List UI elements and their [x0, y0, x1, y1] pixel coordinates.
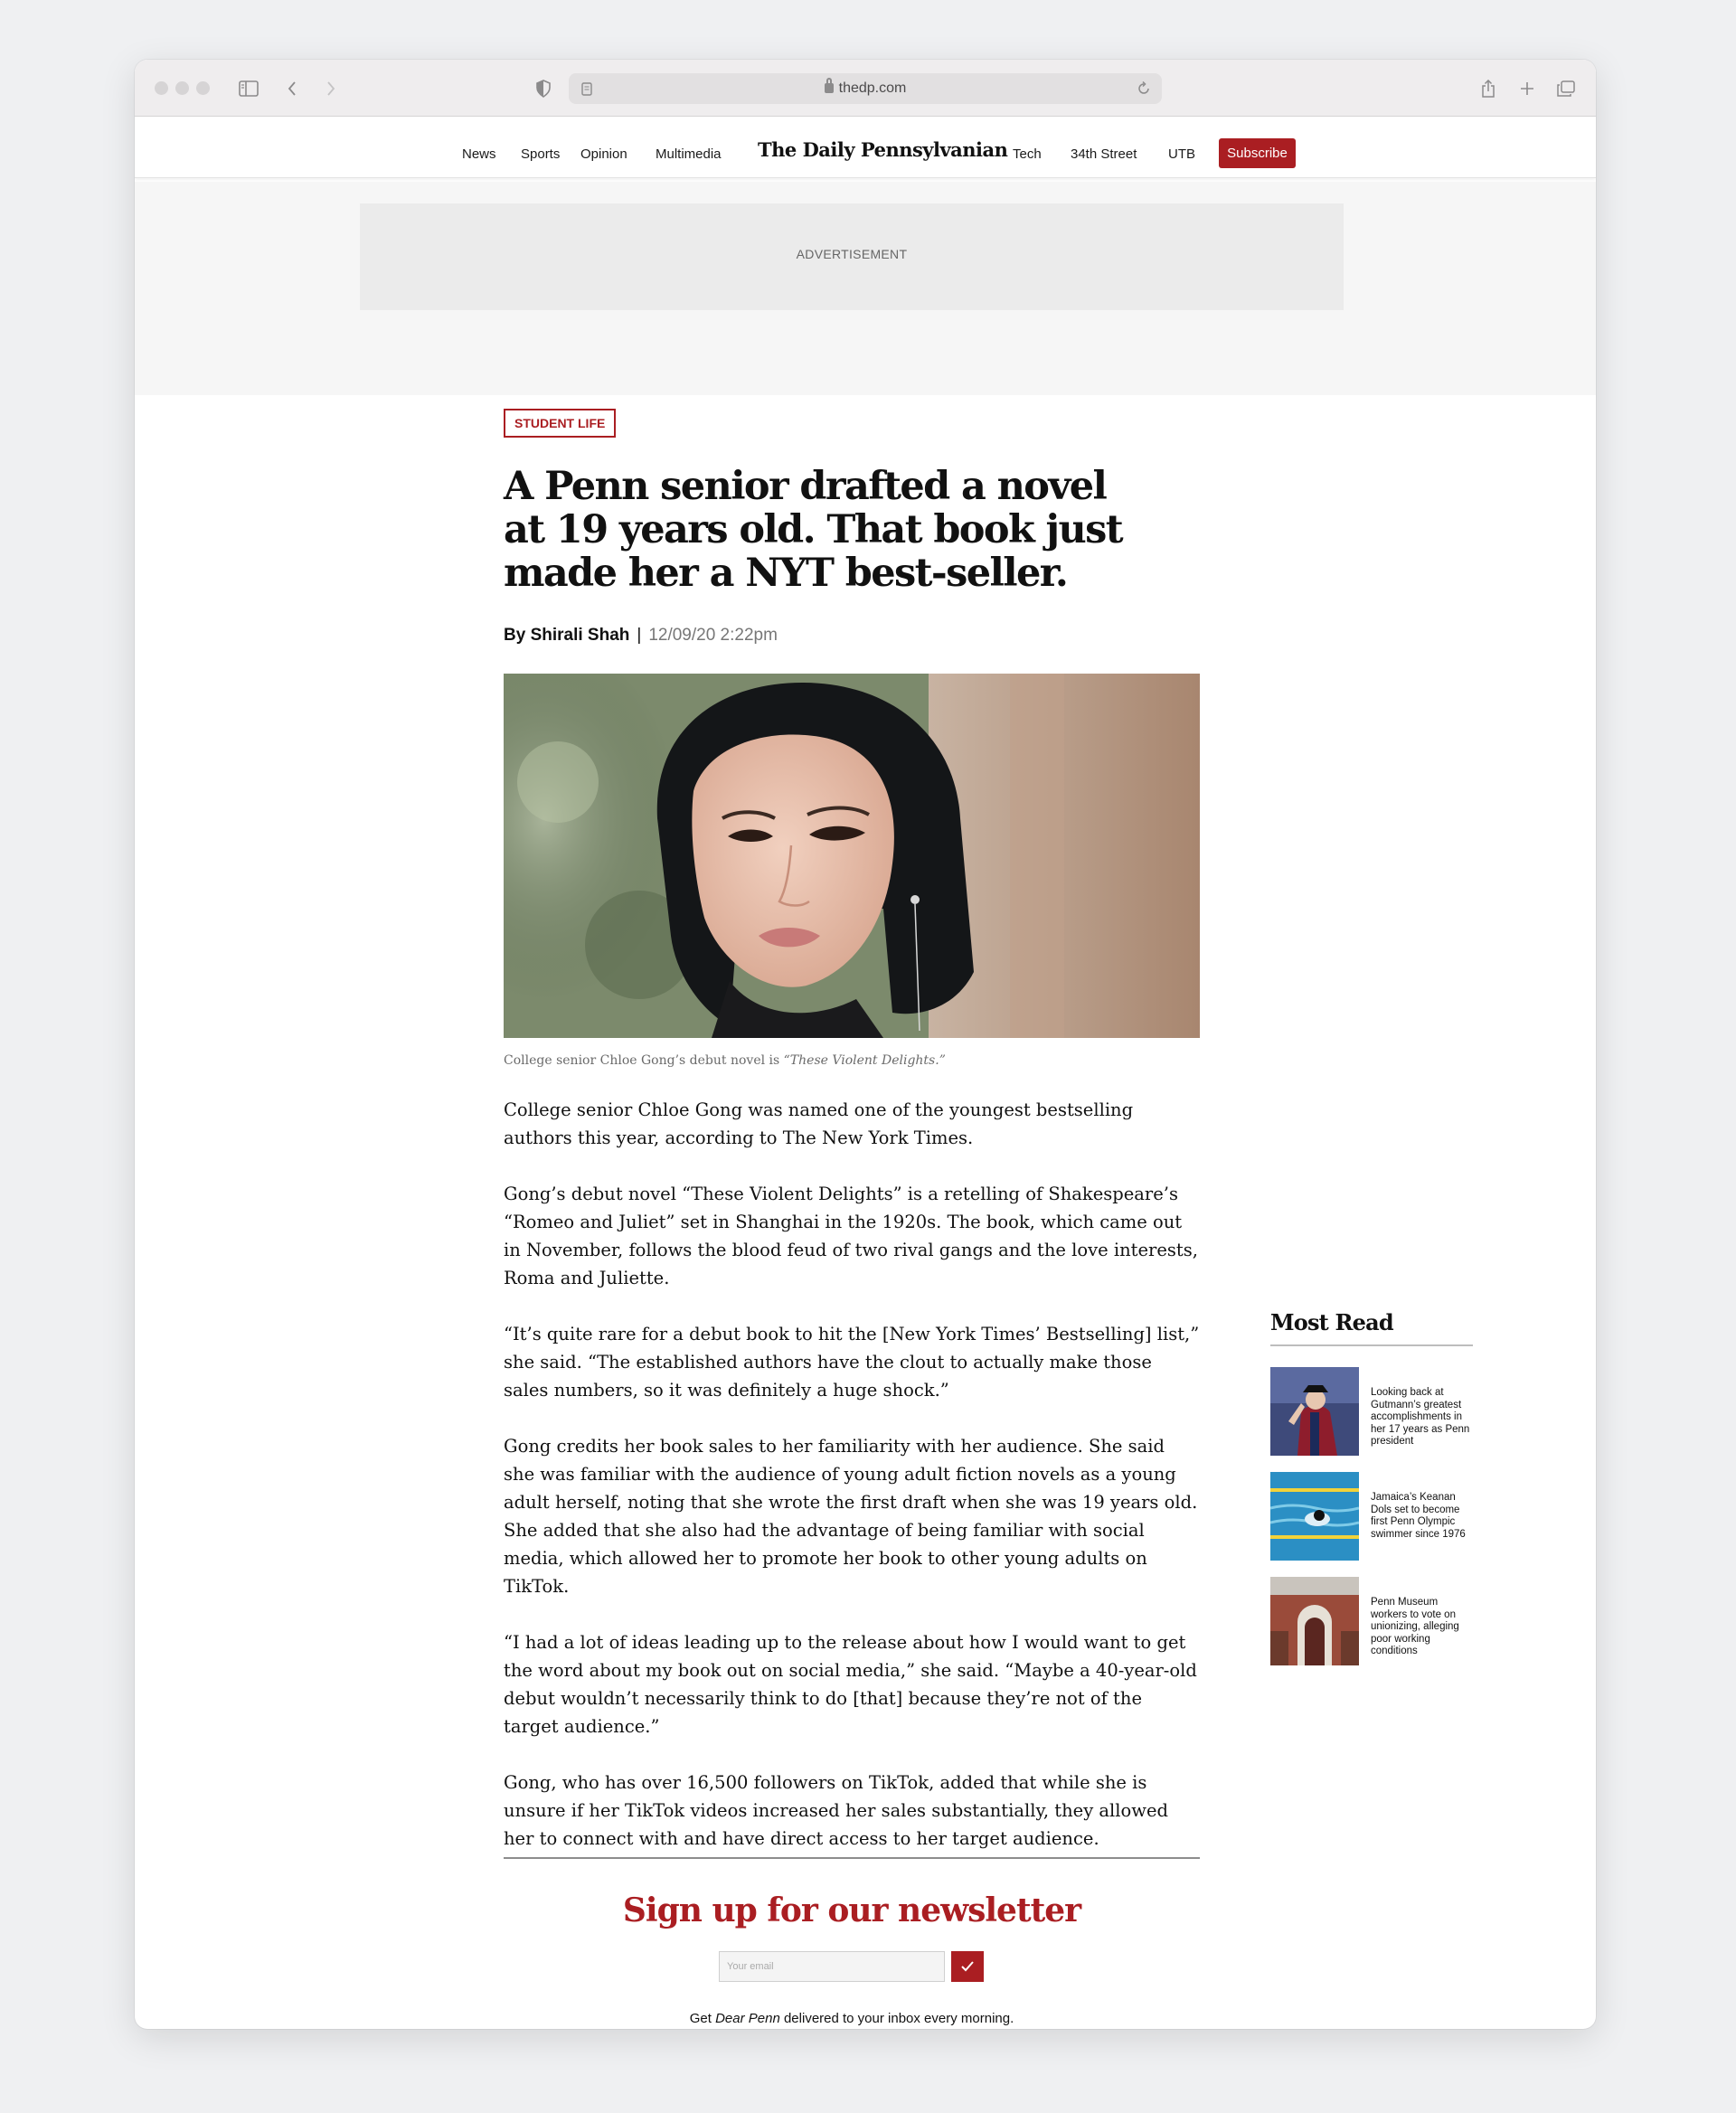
lock-icon: [825, 83, 834, 93]
newsletter-submit-button[interactable]: [951, 1951, 984, 1982]
author-link[interactable]: By Shirali Shah: [504, 626, 630, 645]
paragraph: “I had a lot of ideas leading up to the release about how I would want to get the word about my book out on social media,” she said. “Maybe a 40-year-old debut wouldn’t necessarily think to do [that] because they’re not of the target audience.”: [504, 1632, 1197, 1737]
most-read-item[interactable]: [1270, 1472, 1473, 1561]
caption-text: College senior Chloe Gong’s debut novel is: [504, 1053, 784, 1068]
site-logo[interactable]: The Daily Pennsylvanian: [758, 138, 1008, 161]
most-read-headline[interactable]: Looking back at Gutmann’s greatest accomplishments in her 17 years as Penn president: [1371, 1387, 1470, 1447]
url-text: thedp.com: [838, 80, 907, 96]
tab-overview-icon[interactable]: [1553, 76, 1579, 101]
most-read-thumbnail[interactable]: [1270, 1577, 1359, 1665]
window-controls: [155, 81, 210, 95]
most-read-title: Most Read: [1270, 1309, 1473, 1346]
most-read-thumbnail[interactable]: [1270, 1367, 1359, 1456]
nav-opinion[interactable]: Opinion: [580, 146, 627, 162]
article-photo: [504, 674, 1200, 1038]
share-icon[interactable]: [1476, 76, 1501, 101]
check-icon: [960, 1960, 975, 1973]
close-window-button[interactable]: [155, 81, 168, 95]
byline: [504, 626, 778, 646]
browser-window: [135, 60, 1596, 2029]
nav-multimedia[interactable]: Multimedia: [656, 146, 722, 162]
newsletter-top-divider: [504, 1857, 1200, 1859]
newsletter-subtext-prefix: Get: [689, 2011, 716, 2026]
newsletter-title: Sign up for our newsletter: [622, 1891, 1081, 1929]
nav-tech[interactable]: Tech: [1013, 146, 1042, 162]
most-read-thumbnail[interactable]: [1270, 1472, 1359, 1561]
zoom-window-button[interactable]: [196, 81, 210, 95]
minimize-window-button[interactable]: [175, 81, 189, 95]
most-read-item[interactable]: [1270, 1367, 1473, 1456]
newsletter-subtext: [504, 2011, 1200, 2026]
paragraph: Gong’s debut novel “These Violent Delights” is a retelling of Shakespeare’s “Romeo and Juliet” set in Shanghai in the 1920s. The book, which came out in November, follows the blood feud of two rival gangs and the love interests, Roma and Juliette.: [504, 1184, 1198, 1288]
most-read-headline[interactable]: Jamaica’s Keanan Dols set to become first Penn Olympic swimmer since 1976: [1371, 1492, 1466, 1540]
caption-book-title: “These Violent Delights.”: [783, 1053, 946, 1068]
url-display: [569, 80, 1162, 97]
most-read-sidebar: [1270, 1309, 1473, 1656]
ad-slot[interactable]: [360, 203, 1344, 310]
address-bar[interactable]: [569, 73, 1162, 104]
paragraph: Gong credits her book sales to her familiarity with her audience. She said she was familiar with the audience of young adult fiction novels as a young adult herself, noting that she wrote the first draft when she was 19 years old. She added that she also had the advantage of being familiar with social media, which allowed her to promote her book to other young adults on TikTok.: [504, 1436, 1198, 1597]
ad-label: ADVERTISEMENT: [796, 247, 908, 261]
reload-icon[interactable]: [1131, 76, 1156, 101]
article-body: [504, 1096, 1200, 1881]
subscribe-button[interactable]: Subscribe: [1219, 138, 1296, 168]
newsletter-email-input[interactable]: [719, 1951, 945, 1982]
section-badge[interactable]: STUDENT LIFE: [504, 409, 616, 438]
browser-toolbar: [135, 60, 1596, 117]
forward-icon[interactable]: [318, 76, 344, 101]
paragraph: “It’s quite rare for a debut book to hit the [New York Times’ Bestselling] list,” she said. “The established authors have the clout to actually make those sales numbers, so it was definitely a huge shock.”: [504, 1324, 1200, 1401]
nav-sports[interactable]: Sports: [521, 146, 561, 162]
back-icon[interactable]: [279, 76, 305, 101]
portrait-illustration: [504, 674, 1200, 1038]
newsletter-form: [719, 1951, 984, 1982]
photo-caption: [504, 1053, 946, 1068]
publish-date: 12/09/20 2:22pm: [648, 626, 778, 645]
privacy-shield-icon[interactable]: [531, 76, 556, 101]
paragraph: College senior Chloe Gong was named one of the youngest bestselling authors this year, according to The New York Times.: [504, 1099, 1134, 1148]
byline-separator: |: [637, 626, 642, 645]
newsletter-subtext-suffix: delivered to your inbox every morning.: [779, 2011, 1014, 2026]
ad-band: [135, 182, 1596, 395]
nav-34th-street[interactable]: 34th Street: [1071, 146, 1137, 162]
newsletter-name: Dear Penn: [715, 2011, 780, 2026]
site-nav: [135, 117, 1596, 178]
most-read-item[interactable]: [1270, 1577, 1473, 1665]
nav-utb[interactable]: UTB: [1168, 146, 1195, 162]
nav-news[interactable]: News: [462, 146, 496, 162]
most-read-headline[interactable]: Penn Museum workers to vote on unionizing, alleging poor working conditions: [1371, 1597, 1459, 1656]
sidebar-toggle-icon[interactable]: [236, 76, 261, 101]
article-headline: A Penn senior drafted a novel at 19 years old. That book just made her a NYT best-seller.: [504, 464, 1123, 596]
new-tab-icon[interactable]: [1514, 76, 1540, 101]
paragraph: Gong, who has over 16,500 followers on TikTok, added that while she is unsure if her TikTok videos increased her sales substantially, they allowed her to connect with and have direct access to her target audience.: [504, 1772, 1168, 1849]
